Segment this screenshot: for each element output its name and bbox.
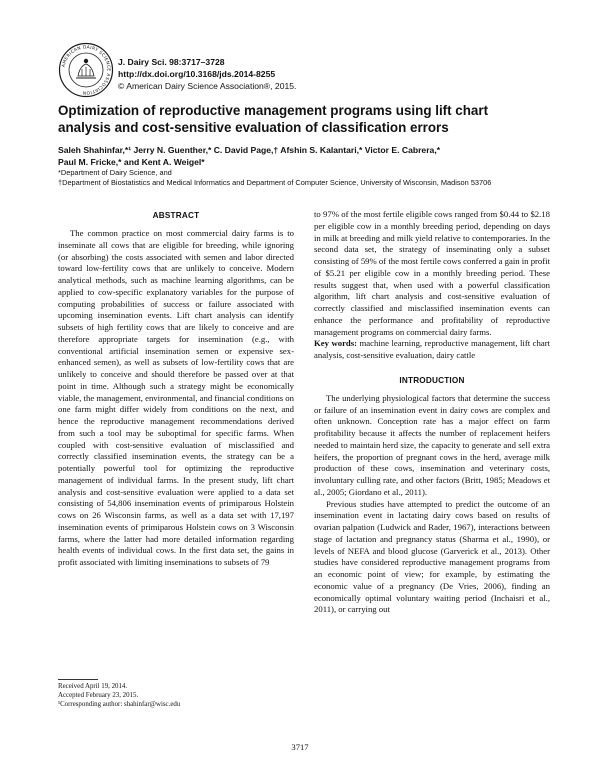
left-column: [58, 210, 294, 569]
copyright: © American Dairy Science Association®, 2015.: [118, 80, 297, 91]
author-line-1: Saleh Shahinfar,*¹ Jerry N. Guenther,* C. David Page,† Afshin S. Kalantari,* Victor E. Cabrera,*: [58, 145, 441, 155]
page-number: 3717: [291, 742, 309, 752]
right-column: [314, 209, 550, 616]
affiliation-2: †Department of Biostatistics and Medical Informatics and Department of Computer Science, University of Wisconsin, Madison 53706: [58, 177, 492, 187]
seal-ring-text: AMERICAN DAIRY SCIENCE ASSOCIATION: [61, 45, 111, 95]
introduction-paragraph-1: The underlying physiological factors that determine the success or failure of an insemination event in dairy cows are complex and often unknown. Conception rate has a major effect on farm profitability because it affects the number of replacement heifers needed to maintain herd size, the capacity to generate and sell extra heifers, the proportion of pregnant cows in the herd, average milk production of these cows, insemination and veterinary costs, involuntary culling rate, and other factors (Britt, 1985; Meadows et al., 2005; Giordano et al., 2011).: [314, 392, 550, 497]
keywords-label: Key words:: [314, 338, 358, 349]
article-title: Optimization of reproductive management programs using lift chart analysis and cost-sensitive evaluation of classification errors: [58, 103, 489, 135]
abstract-heading: ABSTRACT: [152, 211, 200, 220]
author-line-2: Paul M. Fricke,* and Kent A. Weigel*: [58, 156, 205, 167]
abstract-paragraph-continued: to 97% of the most fertile eligible cows ranged from $0.44 to $2.18 per eligible cow in a monthly breeding period, depending on days in milk at breeding and milk yield relative to contemporaries. In the second data set, the strategy of inseminating only a subset consisting of 59% of the most fertile cows conferred a gain in profit of $5.21 per eligible cow in a monthly breeding period. These results suggest that, when used with a powerful classification algorithm, lift chart analysis and cost-sensitive evaluation of correctly classified and misclassified insemination events can enhance the performance and profitability of reproductive management programs on commercial dairy farms.: [314, 209, 550, 337]
abstract-paragraph: The common practice on most commercial dairy farms is to inseminate all cows that are eligible for breeding, while ignoring (or absorbing) the costs associated with semen and labor directed toward low-fertility cows that are unlikely to conceive. Modern analytical methods, such as machine learning algorithms, can be applied to cow-specific explanatory variables for the purpose of computing probabilities of success or failure associated with upcoming insemination events. Lift chart analysis can identify subsets of high fertility cows that are likely to conceive and are therefore appropriate targets for insemination (e.g., with conventional artificial insemination semen or expensive sex-enhanced semen), as well as subsets of low-fertility cows that are unlikely to conceive and should therefore be passed over at that point in time. Although such a strategy might be economically viable, the management, environmental, and financial conditions on one farm might differ widely from conditions on the next, and hence the reproductive management recommendations derived from such a tool may be suboptimal for specific farms. When coupled with cost-sensitive evaluation of misclassified and correctly classified insemination events, the strategy can be a potentially powerful tool for optimizing the reproductive management of individual farms. In the present study, lift chart analysis and cost-sensitive evaluation were applied to a data set consisting of 54,806 insemination events of primiparous Holstein cows on 26 Wisconsin farms, as well as a data set with 17,197 insemination events of primiparous Holstein cows on 3 Wisconsin farms, where the latter had more detailed information regarding health events of individual cows. In the first data set, the gains in profit associated with limiting inseminations to subsets of 79: [58, 228, 294, 567]
footnotes: [58, 683, 294, 709]
accepted-date: Accepted February 23, 2015.: [58, 691, 139, 699]
received-date: Received April 19, 2014.: [58, 683, 128, 690]
keywords-text: machine learning, reproductive management, lift chart analysis, cost-sensitive evaluation, dairy cattle: [314, 338, 550, 360]
corresponding-author[interactable]: ¹Corresponding author: shahinfar@wisc.edu: [58, 700, 181, 708]
doi-link[interactable]: http://dx.doi.org/10.3168/jds.2014-8255: [118, 68, 276, 79]
introduction-paragraph-2: Previous studies have attempted to predict the outcome of an insemination event in lactating dairy cows based on results of ovarian palpation (Ludwick and Rader, 1967), interactions between stage of lactation and pregnancy status (Sharma et al., 1990), or levels of NEFA and blood glucose (Garverick et al., 2013). Other studies have considered reproductive management programs from an economic point of view; for example, by estimating the economic value of a pregnancy (De Vries, 2006), finding an economically optimal voluntary waiting period (Inchaisri et al., 2011), or carrying out: [314, 498, 550, 615]
keywords: [314, 338, 550, 362]
author-block: [58, 145, 548, 187]
adsa-seal-logo: [58, 42, 114, 98]
journal-header: [118, 57, 296, 92]
footnote-rule: [58, 679, 98, 680]
affiliation-1: *Department of Dairy Science, and: [58, 168, 172, 177]
introduction-heading: INTRODUCTION: [399, 375, 465, 385]
citation: J. Dairy Sci. 98:3717–3728: [118, 57, 225, 67]
